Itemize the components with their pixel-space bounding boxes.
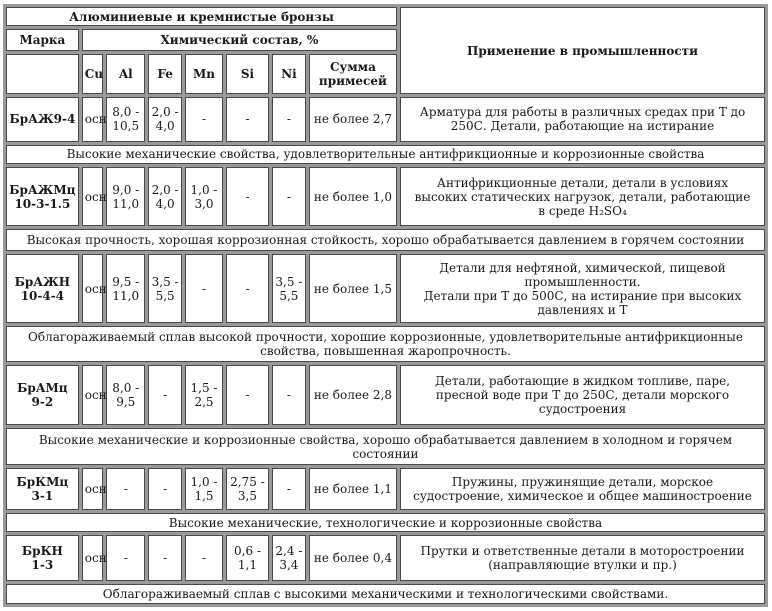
composition-al xyxy=(106,254,145,323)
composition-mn-line: 1,5 - xyxy=(190,381,218,396)
application-text-line: Детали при Т до 500С, на истирание при высоких xyxy=(423,288,742,303)
element-header-ni: Ni xyxy=(272,54,306,95)
composition-ni-line: 5,5 xyxy=(279,288,299,303)
composition-al-line: - xyxy=(123,550,128,565)
alloy-grade xyxy=(6,468,79,510)
application-text xyxy=(400,468,765,510)
composition-mn-line: 2,5 xyxy=(194,395,214,410)
alloy-grade-line: БрАЖМц xyxy=(9,182,76,197)
composition-al xyxy=(106,535,145,580)
application-text-line: пресной воде при Т до 250С, детали морского xyxy=(435,388,730,403)
composition-fe-line: 4,0 xyxy=(155,119,175,134)
composition-ni-line: 2,4 - xyxy=(275,543,303,558)
application-text-line: Детали, работающие в жидком топливе, паре, xyxy=(434,374,731,389)
table-group-title: Алюминиевые и кремнистые бронзы xyxy=(6,7,397,26)
composition-mn-line: 3,0 xyxy=(194,196,214,211)
properties-text: Облагораживаемый сплав высокой прочности, хорошие коррозионные, удовлетворительные антифрикционные свойства, повышенная жаропрочность. xyxy=(6,326,765,362)
application-text-line: в среде H₂SO₄ xyxy=(538,203,627,218)
composition-ni-line: - xyxy=(286,112,291,127)
impurities-header xyxy=(309,54,397,95)
application-text-line: Прутки и ответственные детали в моторостроении xyxy=(420,543,745,558)
alloy-grade xyxy=(6,97,79,141)
properties-row xyxy=(6,513,765,532)
properties-text: Высокие механические свойства, удовлетворительные антифрикционные и коррозионные свойства xyxy=(6,145,765,164)
composition-ni-line: 3,4 xyxy=(279,557,299,572)
composition-mn xyxy=(185,254,223,323)
impurities-value: не более 2,7 xyxy=(309,97,397,141)
alloy-grade-line: 9-2 xyxy=(31,395,54,410)
alloy-grade-line: 3-1 xyxy=(31,489,54,504)
composition-ni xyxy=(272,97,306,141)
alloy-row xyxy=(6,365,765,425)
composition-mn xyxy=(185,97,223,141)
composition-al-line: - xyxy=(123,482,128,497)
composition-si-line: 1,1 xyxy=(237,557,258,572)
composition-mn-line: - xyxy=(201,112,207,127)
alloy-row xyxy=(6,468,765,510)
composition-ni-line: 3,5 - xyxy=(275,274,303,289)
composition-mn xyxy=(185,468,223,510)
application-text-line: промышленности. xyxy=(524,274,641,289)
composition-mn-line: - xyxy=(201,550,207,565)
composition-cu-line: осн xyxy=(84,550,107,565)
composition-si xyxy=(226,468,269,510)
composition-mn xyxy=(185,167,223,227)
alloy-grade-line: БрАЖН xyxy=(14,274,71,289)
composition-ni xyxy=(272,468,306,510)
impurities-value: не более 2,8 xyxy=(309,365,397,425)
properties-row xyxy=(6,229,765,251)
composition-si-line: - xyxy=(245,112,250,127)
composition-al-line: 11,0 xyxy=(112,196,140,211)
alloy-row xyxy=(6,167,765,227)
application-text-line: Арматура для работы в различных средах при Т до xyxy=(419,105,746,120)
composition-si xyxy=(226,167,269,227)
alloy-grade-line: БрАМц xyxy=(17,381,68,396)
impurities-value: не более 1,1 xyxy=(309,468,397,510)
alloy-grade xyxy=(6,254,79,323)
composition-header: Химический состав, % xyxy=(82,29,397,51)
alloy-grade-line: 1-3 xyxy=(31,557,54,572)
composition-si-line: 2,75 - xyxy=(230,475,265,490)
application-text xyxy=(400,365,765,425)
application-text xyxy=(400,167,765,227)
alloy-grade-line: БрКН xyxy=(21,543,63,558)
composition-si xyxy=(226,97,269,141)
composition-si xyxy=(226,535,269,580)
alloy-grade-line: БрАЖ9-4 xyxy=(9,112,76,127)
alloy-grade-line: БрКМц xyxy=(16,475,69,490)
alloy-row xyxy=(6,254,765,323)
properties-row xyxy=(6,428,765,465)
properties-text: Высокая прочность, хорошая коррозионная стойкость, хорошо обрабатывается давлением в горячем состоянии xyxy=(6,229,765,251)
properties-text: Высокие механические, технологические и коррозионные свойства xyxy=(6,513,765,532)
composition-ni-line: - xyxy=(286,482,291,497)
alloy-row xyxy=(6,97,765,141)
composition-si-line: - xyxy=(245,189,250,204)
impurities-header-line: примесей xyxy=(318,73,387,88)
composition-fe-line: - xyxy=(163,550,168,565)
alloy-grade xyxy=(6,365,79,425)
composition-al-line: 9,5 - xyxy=(112,274,140,289)
composition-ni xyxy=(272,167,306,227)
composition-fe xyxy=(148,468,182,510)
composition-al xyxy=(106,365,145,425)
composition-cu xyxy=(82,365,107,425)
composition-al-line: 10,5 xyxy=(112,119,140,134)
grade-header-spacer xyxy=(6,54,79,95)
composition-si-line: 3,5 xyxy=(237,489,258,504)
application-text-line: судостроения xyxy=(538,402,627,417)
alloy-grade-line: 10-4-4 xyxy=(20,288,65,303)
application-text-line: (направляющие втулки и пр.) xyxy=(488,557,677,572)
element-header-fe: Fe xyxy=(148,54,182,95)
composition-fe-line: 2,0 - xyxy=(151,182,179,197)
composition-mn-line: 1,5 xyxy=(194,489,214,504)
application-text-line: судостроение, химическое и общее машиностроение xyxy=(413,489,752,504)
composition-al xyxy=(106,167,145,227)
application-text-line: Пружины, пружинящие детали, морское xyxy=(451,475,714,490)
bronze-table xyxy=(3,4,768,607)
composition-al-line: 8,0 - xyxy=(112,381,140,396)
composition-mn xyxy=(185,365,223,425)
properties-row xyxy=(6,584,765,604)
application-text-line: высоких статических нагрузок, детали, работающие xyxy=(414,189,751,204)
composition-fe xyxy=(148,365,182,425)
alloy-row xyxy=(6,535,765,580)
composition-si-line: - xyxy=(245,281,250,296)
composition-cu-line: осн xyxy=(84,482,107,497)
application-text-line: Детали для нефтяной, химической, пищевой xyxy=(439,260,726,275)
application-text xyxy=(400,97,765,141)
element-header-mn: Mn xyxy=(185,54,223,95)
application-text-line: давлениях и Т xyxy=(537,302,628,317)
composition-ni xyxy=(272,254,306,323)
composition-fe-line: - xyxy=(163,482,168,497)
composition-cu-line: осн xyxy=(84,189,107,204)
composition-mn-line: - xyxy=(201,281,207,296)
composition-cu xyxy=(82,468,107,510)
properties-text: Облагораживаемый сплав с высокими механическими и технологическими свойствами. xyxy=(6,584,765,604)
application-text xyxy=(400,535,765,580)
composition-fe xyxy=(148,97,182,141)
composition-cu xyxy=(82,97,107,141)
composition-fe-line: 4,0 xyxy=(155,196,175,211)
composition-cu-line: осн xyxy=(84,388,107,403)
composition-fe-line: - xyxy=(163,388,168,403)
composition-ni xyxy=(272,365,306,425)
composition-al-line: 9,5 xyxy=(116,395,136,410)
composition-ni-line: - xyxy=(286,189,291,204)
element-header-cu: Cu xyxy=(82,54,104,95)
composition-fe-line: 2,0 - xyxy=(151,105,179,120)
composition-al xyxy=(106,97,145,141)
impurities-header-line: Сумма xyxy=(329,59,376,74)
composition-cu xyxy=(82,535,107,580)
composition-al-line: 11,0 xyxy=(112,288,140,303)
composition-cu-line: осн xyxy=(84,112,107,127)
application-text xyxy=(400,254,765,323)
composition-si-line: 0,6 - xyxy=(234,543,261,558)
application-header: Применение в промышленности xyxy=(400,7,765,94)
composition-al-line: 8,0 - xyxy=(112,105,140,120)
composition-fe xyxy=(148,535,182,580)
properties-row xyxy=(6,145,765,164)
composition-mn-line: 1,0 - xyxy=(190,182,218,197)
application-text-line: 250С. Детали, работающие на истирание xyxy=(450,119,715,134)
alloy-grade-line: 10-3-1.5 xyxy=(14,196,71,211)
composition-cu-line: осн xyxy=(84,281,107,296)
composition-fe-line: 3,5 - xyxy=(151,274,179,289)
composition-si-line: - xyxy=(245,388,250,403)
composition-cu xyxy=(82,167,107,227)
composition-ni xyxy=(272,535,306,580)
composition-al-line: 9,0 - xyxy=(112,182,140,197)
impurities-value: не более 0,4 xyxy=(309,535,397,580)
element-header-al: Al xyxy=(106,54,145,95)
composition-si xyxy=(226,365,269,425)
composition-cu xyxy=(82,254,107,323)
properties-row xyxy=(6,326,765,362)
composition-ni-line: - xyxy=(286,388,291,403)
alloy-grade xyxy=(6,535,79,580)
properties-text: Высокие механические и коррозионные свойства, хорошо обрабатывается давлением в холодном и горячем состоянии xyxy=(6,428,765,465)
grade-header: Марка xyxy=(6,29,79,51)
composition-mn xyxy=(185,535,223,580)
alloy-grade xyxy=(6,167,79,227)
composition-al xyxy=(106,468,145,510)
element-header-si: Si xyxy=(226,54,269,95)
application-text-line: Антифрикционные детали, детали в условиях xyxy=(436,175,729,190)
impurities-value: не более 1,0 xyxy=(309,167,397,227)
composition-mn-line: 1,0 - xyxy=(190,475,218,490)
composition-si xyxy=(226,254,269,323)
impurities-value: не более 1,5 xyxy=(309,254,397,323)
composition-fe xyxy=(148,167,182,227)
composition-fe xyxy=(148,254,182,323)
composition-fe-line: 5,5 xyxy=(155,288,175,303)
